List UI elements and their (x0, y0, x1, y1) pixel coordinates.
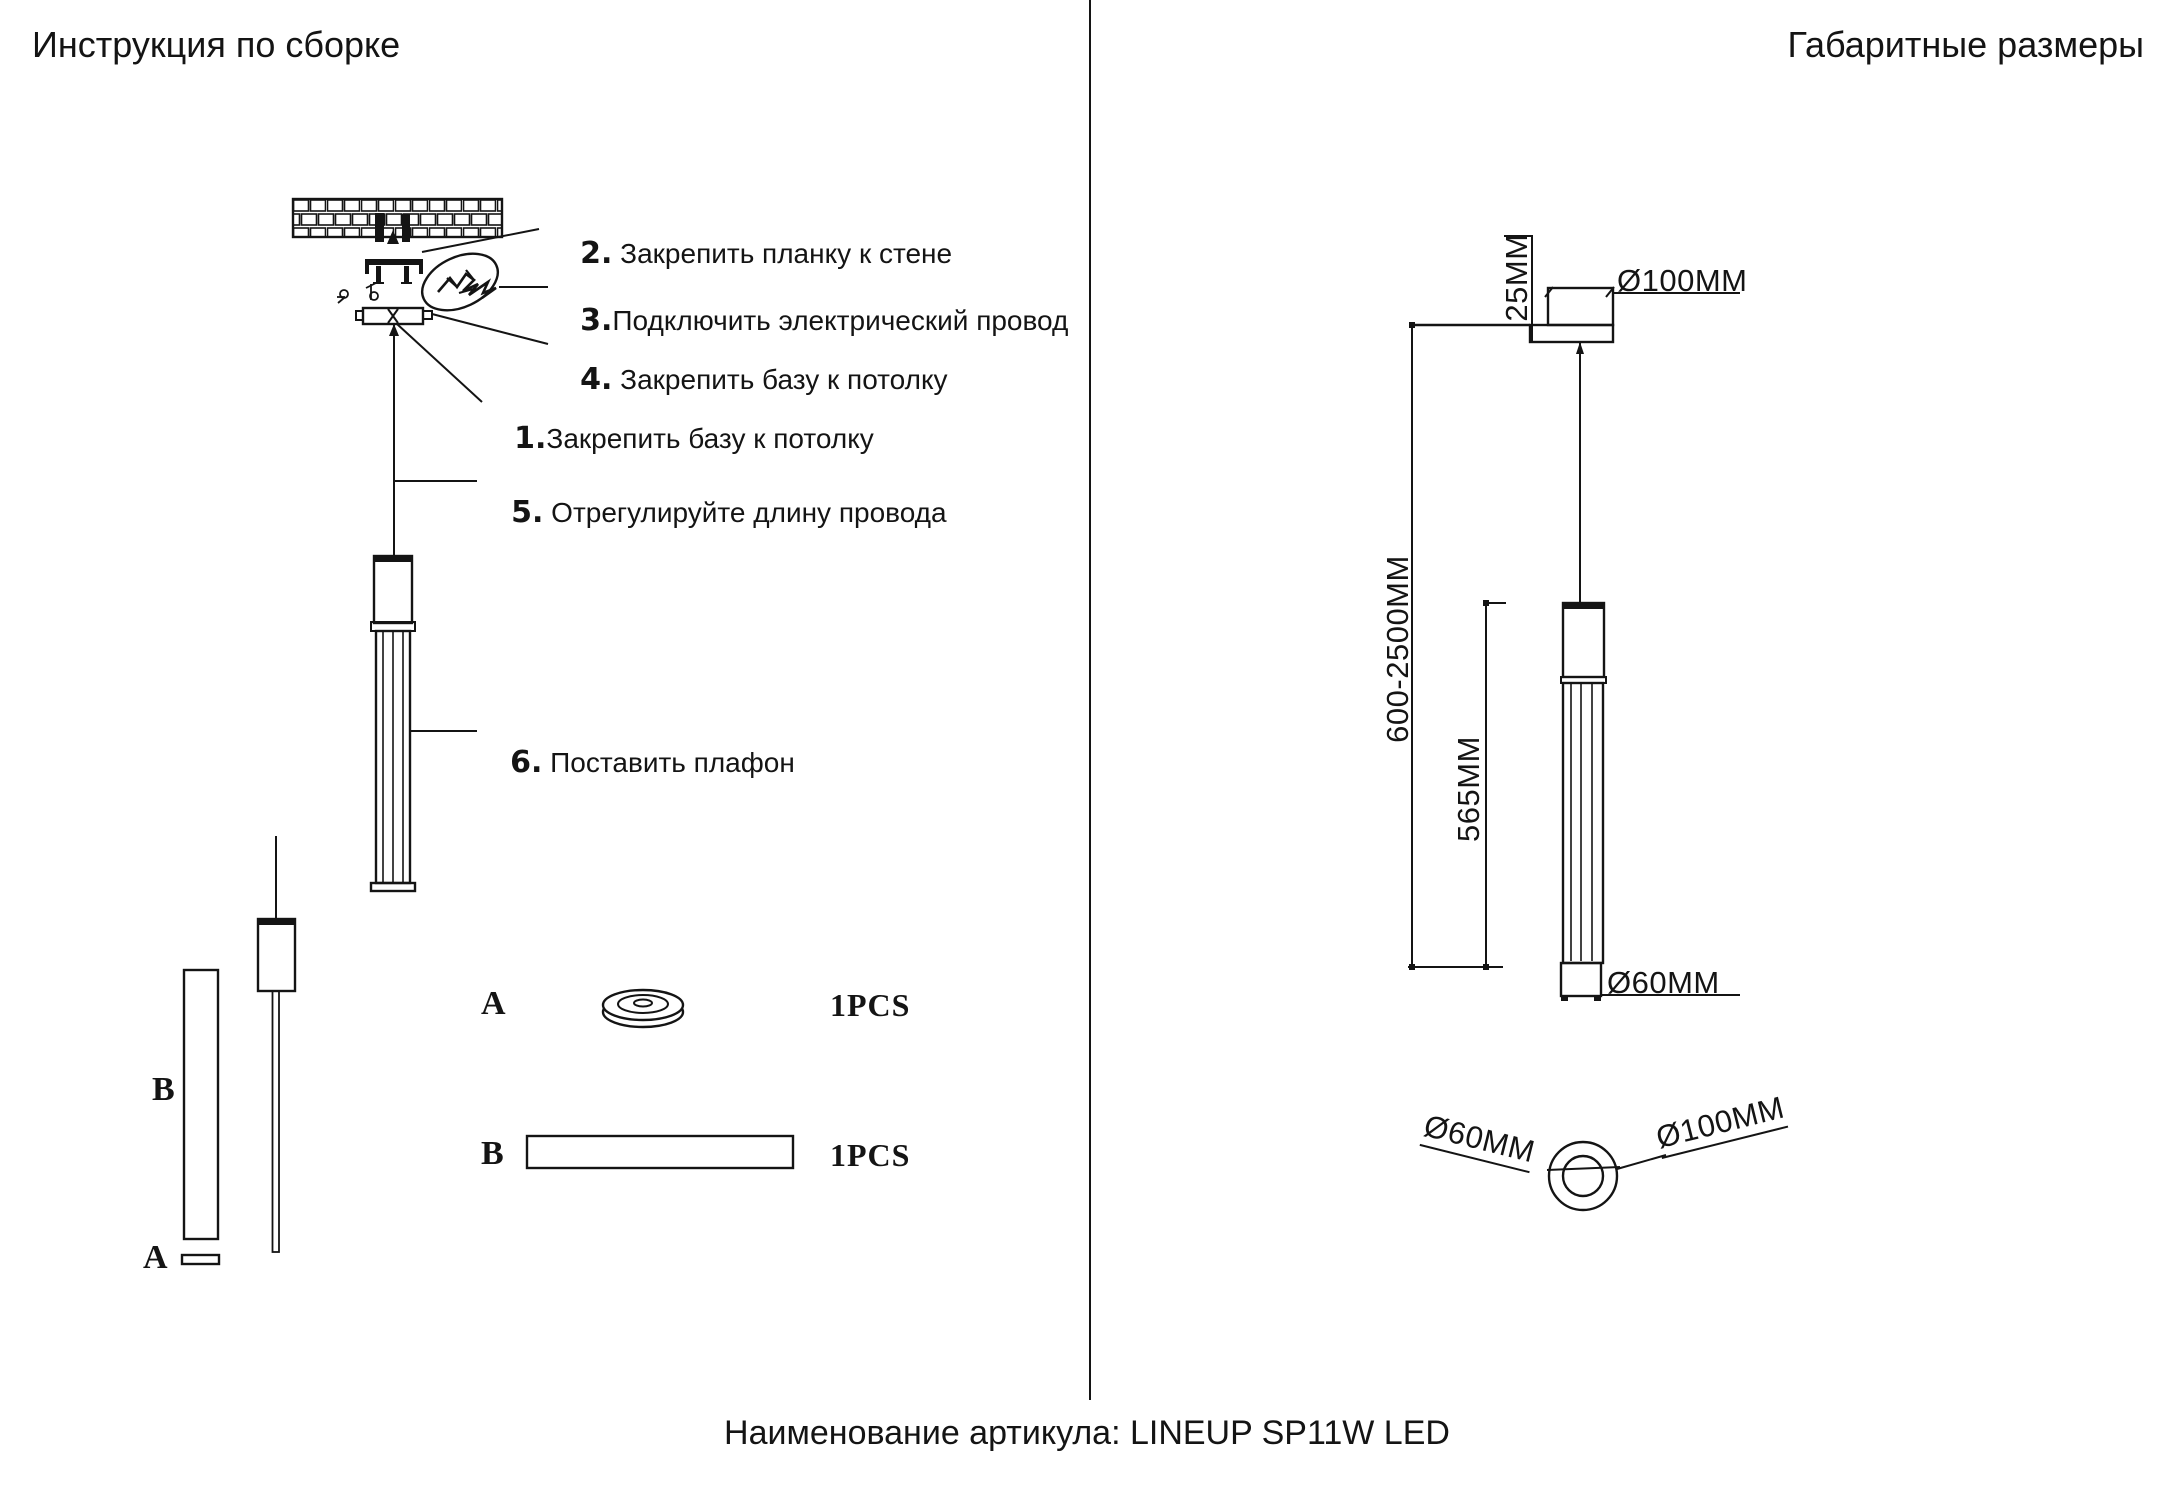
exploded-parts-icon (182, 836, 295, 1264)
dim-body-height: 565MM (1451, 736, 1486, 842)
bottom-view-icon (1547, 1142, 1666, 1210)
part-marker-b: B (152, 1071, 175, 1108)
page-title-right: Габаритные размеры (1787, 24, 2144, 65)
parts-list-qty-a: 1PCS (830, 987, 911, 1023)
step-6-number: 6. (510, 745, 543, 781)
dimension-diagram (1408, 235, 1740, 1210)
step-4-number: 4. (580, 362, 613, 398)
step-2-label: Закрепить планку к стене (612, 238, 953, 270)
part-marker-a: A (143, 1239, 168, 1276)
parts-list-label-a: A (481, 985, 506, 1022)
step-2-number: 2. (580, 236, 613, 272)
dim-bottom-outer: Ø100MM (1653, 1090, 1789, 1159)
step-5-number: 5. (511, 495, 544, 531)
part-a-ring-icon (603, 990, 683, 1027)
parts-list-label-b: B (481, 1135, 504, 1172)
dim-bottom-inner: Ø60MM (1420, 1108, 1539, 1173)
pendant-body-icon (371, 556, 415, 891)
parts-list-qty-b: 1PCS (830, 1137, 911, 1173)
mounting-strap-icon (365, 259, 423, 283)
step-3-number: 3. (580, 303, 613, 339)
wire-connection-icon (413, 242, 507, 321)
dim-suspension-range: 600-2500MM (1380, 555, 1415, 743)
step-1-label: Закрепить базу к потолку (546, 423, 874, 455)
pendant-body-right-icon (1561, 603, 1740, 1001)
step-6 (479, 714, 795, 813)
step-6-label: Поставить плафон (542, 747, 795, 779)
dim-canopy-diameter: Ø100MM (1617, 263, 1748, 298)
page-title-left: Инструкция по сборке (32, 24, 401, 65)
step-5 (480, 464, 947, 563)
step-4-label: Закрепить базу к потолку (612, 364, 948, 396)
step-3-label: Подключить электрический провод (612, 305, 1069, 337)
step-1-number: 1. (514, 421, 547, 457)
article-name: Наименование артикула: LINEUP SP11W LED (724, 1414, 1450, 1452)
dim-canopy-height: 25MM (1499, 233, 1534, 322)
screw-hook-icon (337, 283, 378, 303)
dim-body-diameter: Ø60MM (1607, 965, 1720, 1000)
part-b-bar-icon (527, 1136, 793, 1168)
step-5-label: Отрегулируйте длину провода (543, 497, 947, 529)
wall-hatch-icon (293, 199, 502, 244)
